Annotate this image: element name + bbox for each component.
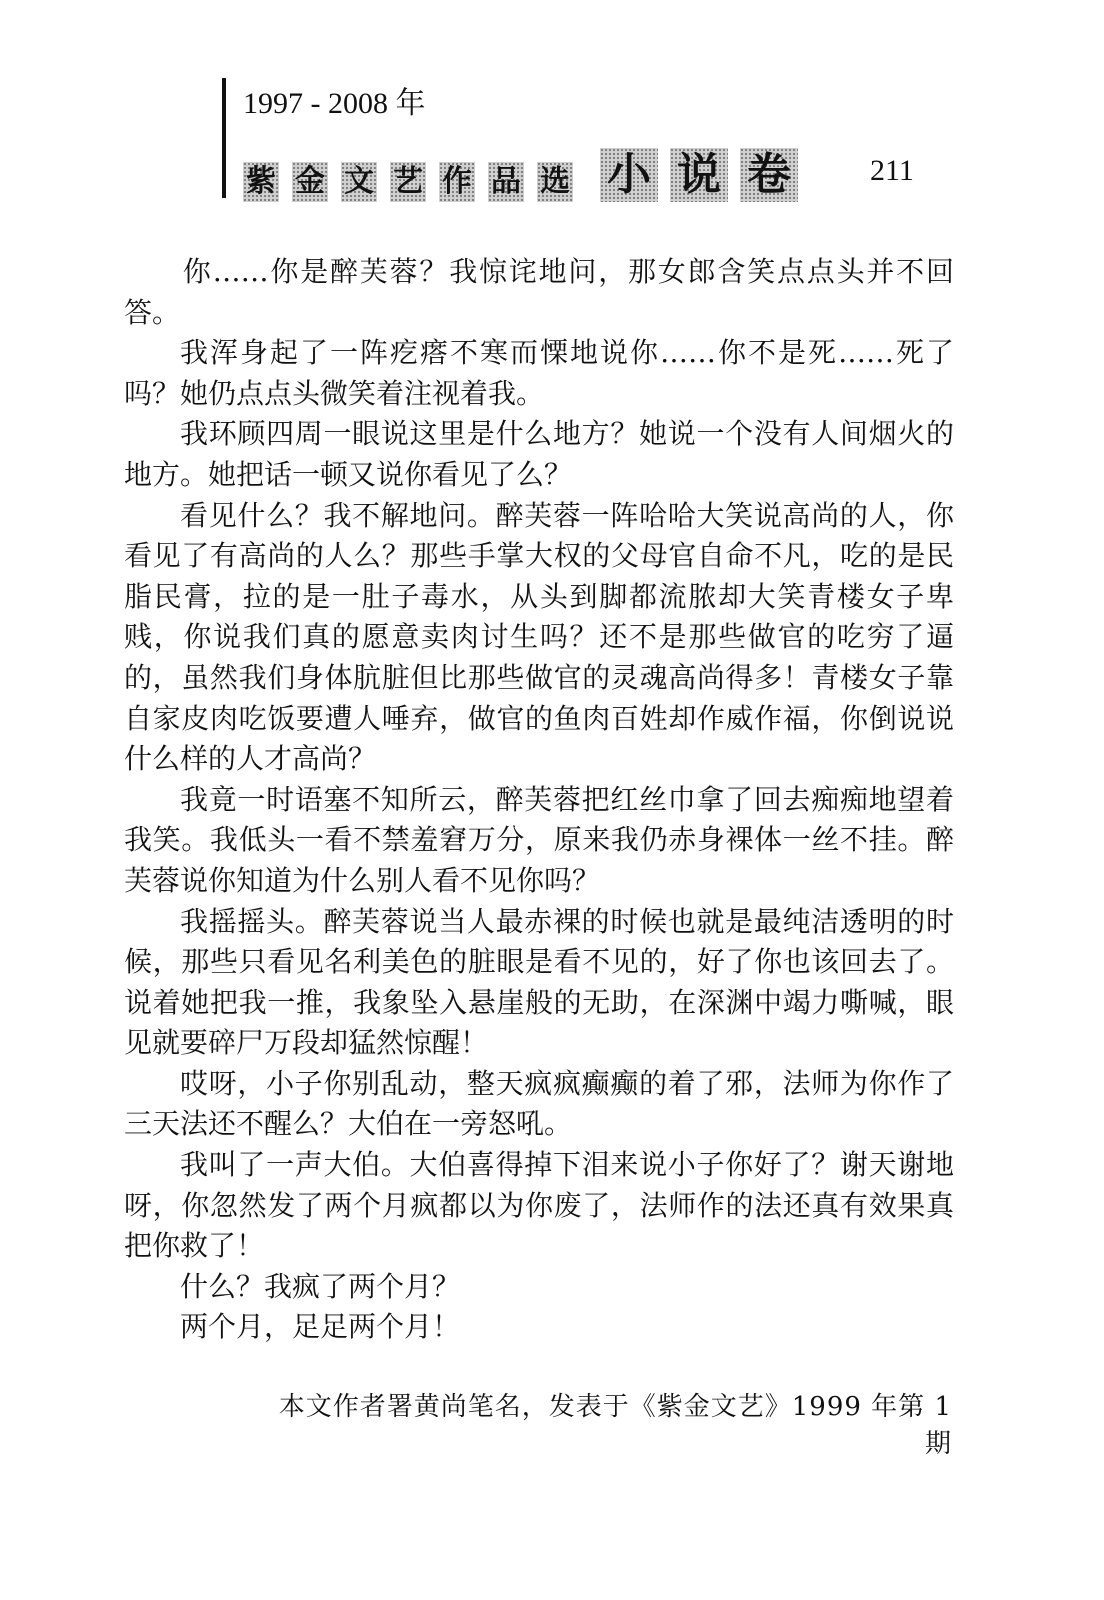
series-title-char: 艺 [390, 162, 426, 202]
series-title-char: 品 [488, 162, 524, 202]
volume-title-char: 说 [670, 148, 728, 202]
volume-title-char: 卷 [740, 148, 798, 202]
series-title-char: 紫 [243, 162, 279, 202]
paragraph: 哎呀，小子你别乱动，整天疯疯癫癫的着了邪，法师为你作了三天法还不醒么？大伯在一旁怒吼。 [124, 1066, 954, 1141]
page-number: 211 [870, 154, 914, 187]
story-body [124, 252, 954, 1348]
paragraph: 我叫了一声大伯。大伯喜得掉下泪来说小子你好了？谢天谢地呀，你忽然发了两个月疯都以为你废了，法师作的法还真有效果真把你救了！ [124, 1148, 954, 1263]
header-vertical-rule [222, 78, 226, 198]
series-title-char: 金 [292, 162, 328, 202]
paragraph: 看见什么？我不解地问。醉芙蓉一阵哈哈大笑说高尚的人，你看见了有高尚的人么？那些手掌大权的父母官自命不凡，吃的是民脂民膏，拉的是一肚子毒水，从头到脚都流脓却大笑青楼女子卑贱，你说我们真的愿意卖肉讨生吗？还不是那些做官的吃穷了逼的，虽然我们身体肮脏但比那些做官的灵魂高尚得多！青楼女子靠自家皮肉吃饭要遭人唾弃，做官的鱼肉百姓却作威作福，你倒说说什么样的人才高尚？ [124, 498, 954, 776]
paragraph: 什么？我疯了两个月？ [180, 1269, 461, 1303]
paragraph: 你……你是醉芙蓉？我惊诧地问，那女郎含笑点点头并不回答。 [124, 255, 954, 329]
series-title-char: 文 [341, 162, 377, 202]
volume-title [600, 148, 810, 202]
volume-title-char: 小 [600, 148, 658, 202]
paragraph: 我摇摇头。醉芙蓉说当人最赤裸的时候也就是最纯洁透明的时候，那些只看见名利美色的脏眼是看不见的，好了你也该回去了。说着她把我一推，我象坠入悬崖般的无助，在深渊中竭力嘶喊，眼见就要碎尸万段却猛然惊醒！ [124, 904, 954, 1060]
header-series-title [243, 148, 810, 202]
series-title-char: 作 [439, 162, 475, 202]
paragraph: 我竟一时语塞不知所云，醉芙蓉把红丝巾拿了回去痴痴地望着我笑。我低头一看不禁羞窘万分，原来我仍赤身裸体一丝不挂。醉芙蓉说你知道为什么别人看不见你吗？ [124, 782, 954, 897]
paragraph: 我环顾四周一眼说这里是什么地方？她说一个没有人间烟火的地方。她把话一顿又说你看见了么？ [124, 417, 954, 491]
series-title-char: 选 [537, 162, 573, 202]
paragraph: 两个月，足足两个月！ [180, 1310, 461, 1344]
header-years: 1997 - 2008 年 [243, 87, 426, 120]
publication-note: 本文作者署黄尚笔名，发表于《紫金文艺》1999 年第 1 期 [278, 1392, 952, 1459]
paragraph: 我浑身起了一阵疙瘩不寒而慄地说你……你不是死……死了吗？她仍点点头微笑着注视着我。 [124, 336, 954, 410]
